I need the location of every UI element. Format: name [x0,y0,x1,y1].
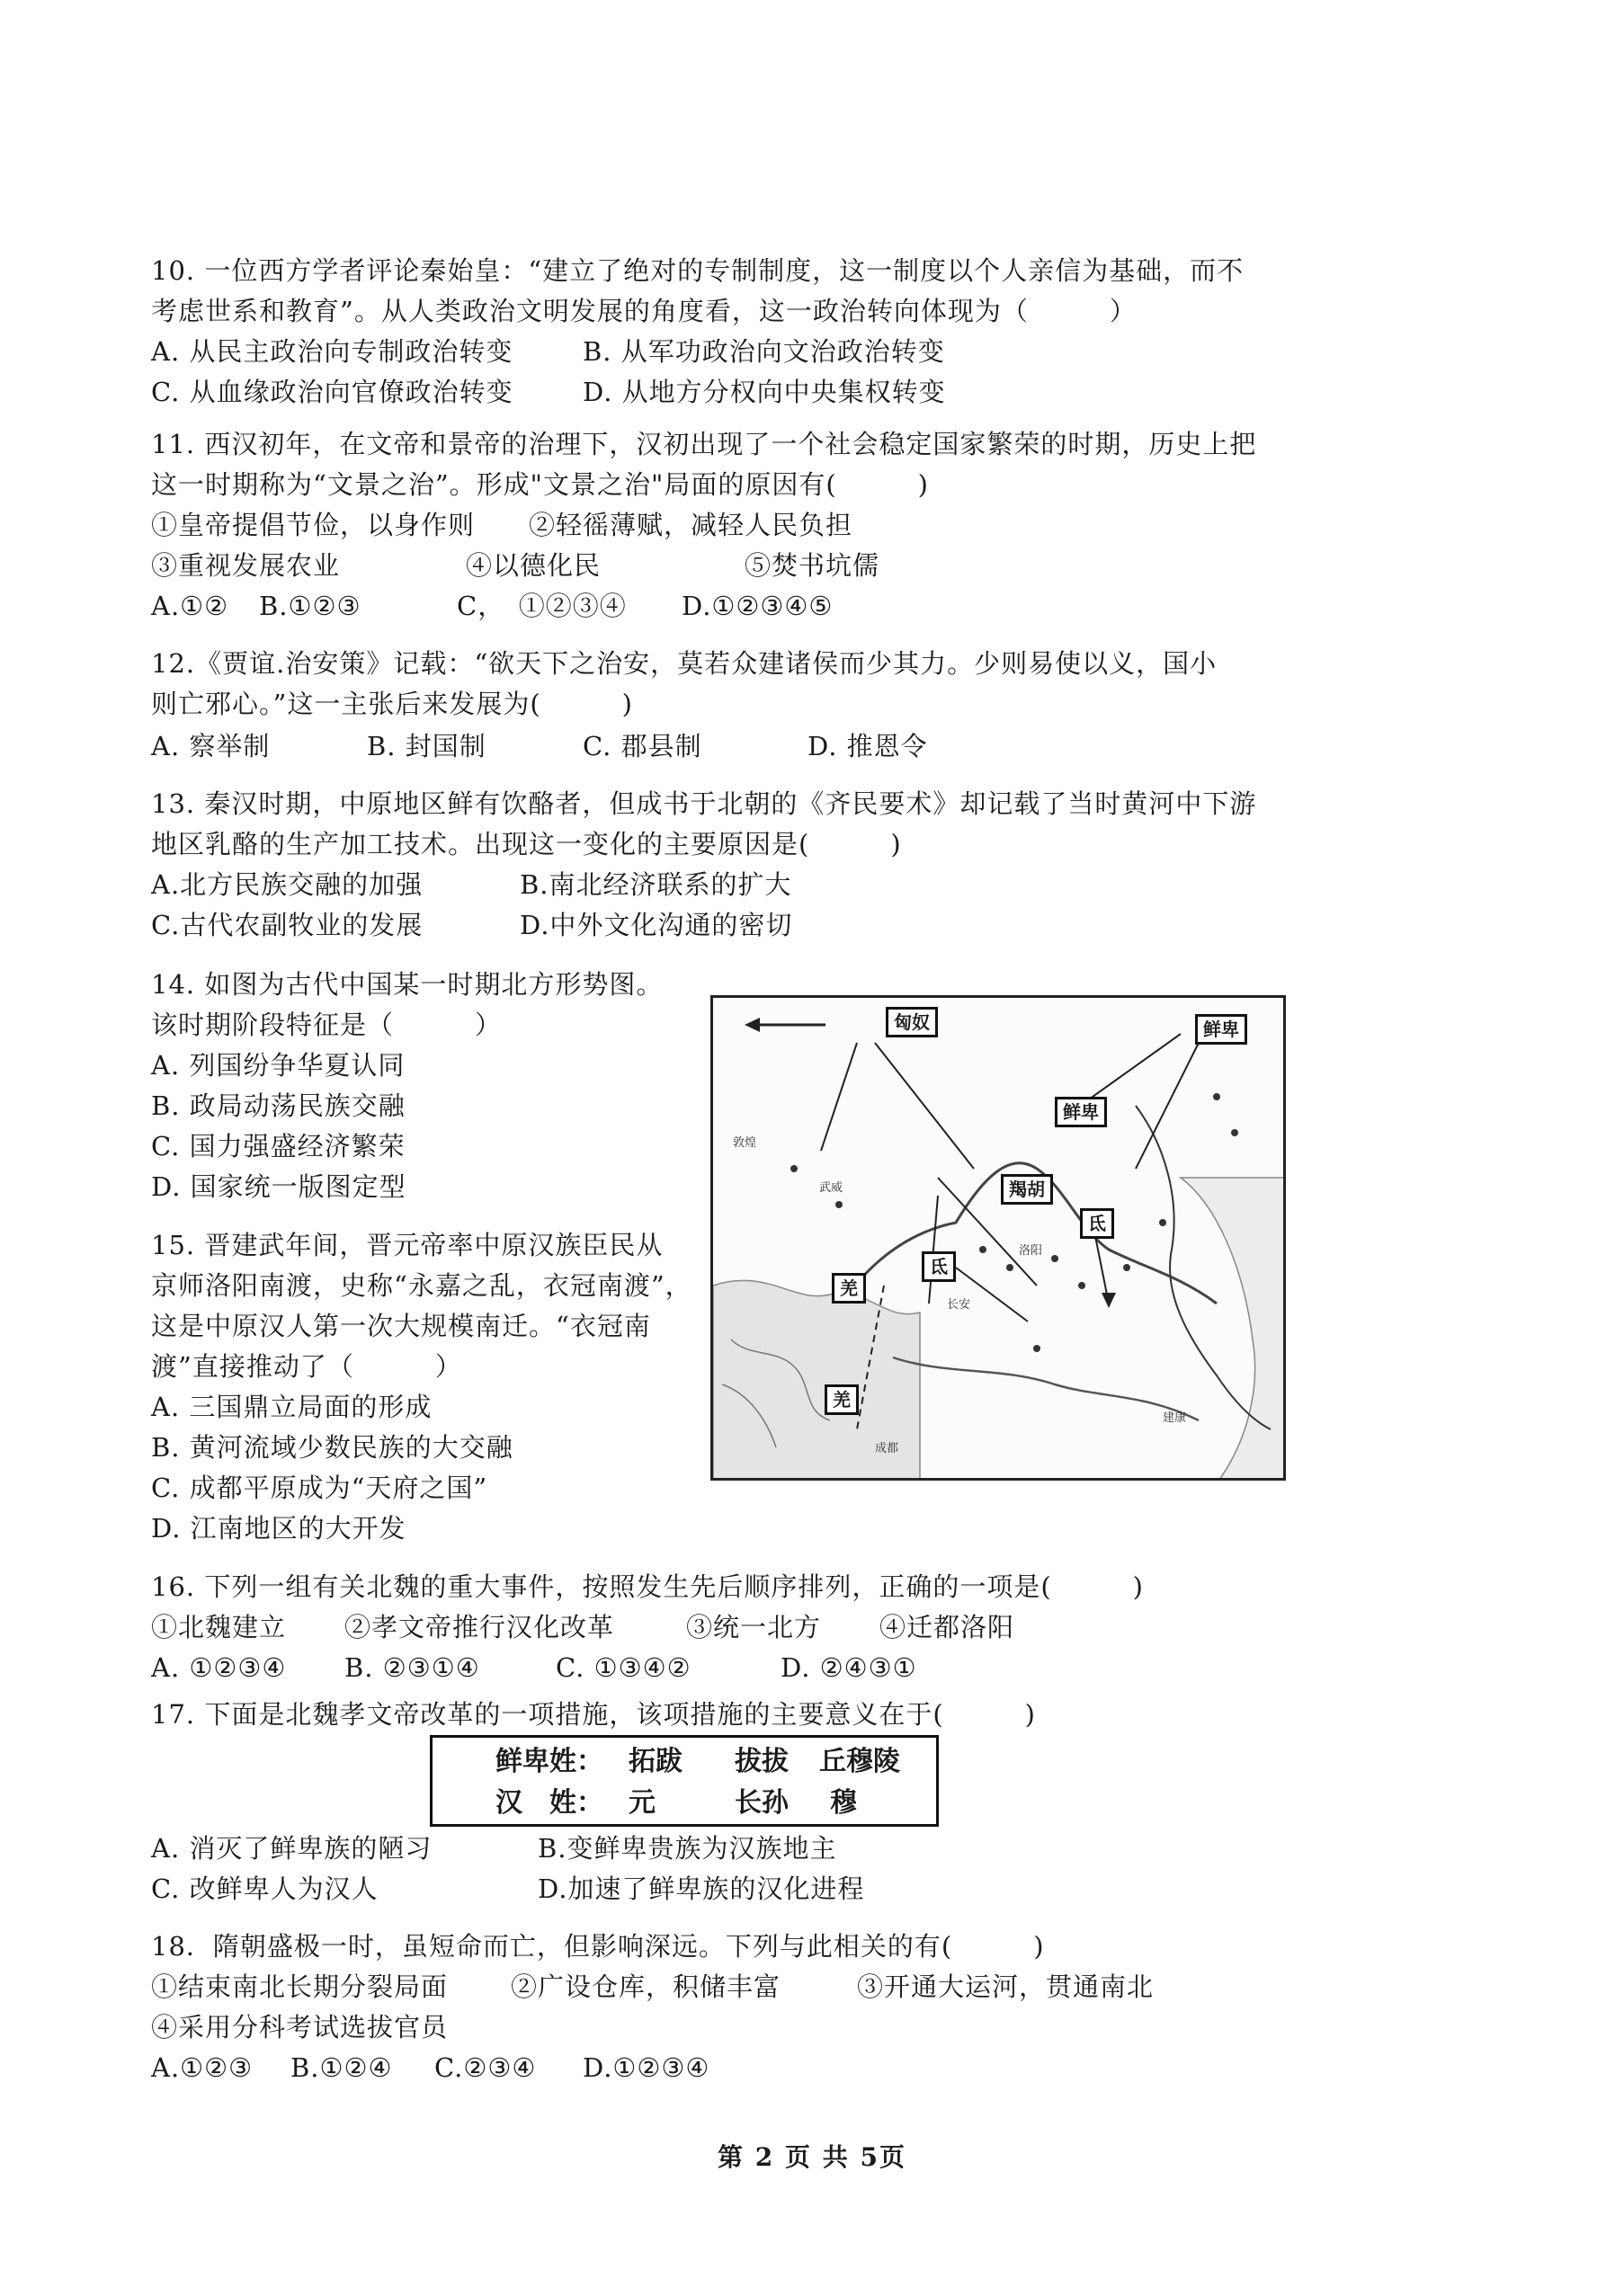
q17-option-a[interactable]: A. 消灭了鲜卑族的陋习 [151,1833,433,1864]
q13-option-d[interactable]: D.中外文化沟通的密切 [520,910,793,940]
surname-row-label: 鲜卑姓： [495,1746,603,1777]
map-label-qiang: 羌 [832,1273,866,1304]
map-place: 长安 [947,1298,971,1312]
q17-option-d[interactable]: D.加速了鲜卑族的汉化进程 [538,1873,865,1904]
q18-item: ①结束南北长期分裂局面 [151,1971,449,2002]
surname-cell: 元 [629,1787,656,1819]
q11-item: ④以德化民 [466,550,602,581]
q18-item: ③开通大运河，贯通南北 [857,1971,1155,2002]
map-place: 武威 [819,1181,843,1195]
surname-cell: 长孙 [735,1787,789,1819]
map-label-xianbei: 鲜卑 [1055,1097,1107,1127]
q15-option-c[interactable]: C. 成都平原成为“天府之国” [151,1473,488,1503]
q16-option-a[interactable]: A. ①②③④ [151,1652,287,1683]
q10-stem-line2: 考虑世系和教育”。从人类政治文明发展的角度看，这一政治转向体现为（ ） [151,296,1137,326]
q18-item-4: ④采用分科考试选拔官员 [151,2012,449,2042]
q16-item: ④迁都洛阳 [879,1612,1015,1642]
q11-item: ①皇帝提倡节俭，以身作则 [151,510,476,540]
q15-stem-line1: 15. 晋建武年间，晋元帝率中原汉族臣民从 [151,1230,664,1260]
q16-item: ②孝文帝推行汉化改革 [344,1612,615,1642]
q18-option-a[interactable]: A.①②③ [151,2052,254,2083]
q12-stem-line1: 12.《贾谊.治安策》记载：“欲天下之治安，莫若众建诸侯而少其力。少则易使以义，国小 [151,648,1218,679]
q11-stem-line1: 11. 西汉初年，在文帝和景帝的治理下，汉初出现了一个社会稳定国家繁荣的时期，历史上把 [151,429,1257,459]
surname-cell: 丘穆陵 [819,1746,900,1777]
q10-option-d[interactable]: D. 从地方分权向中央集权转变 [583,377,946,407]
q11-option-d[interactable]: D.①②③④⑤ [682,591,834,621]
map-place: 洛阳 [1019,1244,1043,1258]
q12-option-a[interactable]: A. 察举制 [151,731,271,761]
q15-stem-line2: 京师洛阳南渡，史称“永嘉之乱，衣冠南渡”， [151,1270,692,1301]
q12-option-c[interactable]: C. 郡县制 [583,731,702,761]
q16-option-d[interactable]: D. ②④③① [781,1652,917,1683]
q11-item: ③重视发展农业 [151,550,341,581]
surname-table [430,1735,939,1827]
q15-option-b[interactable]: B. 黄河流域少数民族的大交融 [151,1432,513,1463]
page-footer: 第 2 页 共 5页 [718,2142,906,2172]
q13-option-a[interactable]: A.北方民族交融的加强 [151,869,424,900]
q14-stem-line2: 该时期阶段特征是（ ） [151,1010,503,1040]
q11-item: ⑤焚书坑儒 [745,550,880,581]
q14-stem-line1: 14. 如图为古代中国某一时期北方形势图。 [151,969,664,1000]
q16-option-c[interactable]: C. ①③④② [556,1652,692,1683]
q15-option-d[interactable]: D. 江南地区的大开发 [151,1513,406,1544]
q14-option-c[interactable]: C. 国力强盛经济繁荣 [151,1131,406,1161]
q14-option-d[interactable]: D. 国家统一版图定型 [151,1171,406,1202]
q15-stem-line4: 渡”直接推动了（ ） [151,1351,462,1382]
map-label-qiang-south: 羌 [825,1384,859,1415]
surname-row-label: 汉 姓： [495,1787,603,1819]
map-label-jiehu: 羯胡 [1001,1174,1053,1205]
q18-stem: 18．隋朝盛极一时，虽短命而亡，但影响深远。下列与此相关的有( ) [151,1931,1045,1962]
q18-option-c[interactable]: C.②③④ [434,2052,537,2083]
q11-item: ②轻徭薄赋，减轻人民负担 [529,510,853,540]
map-place: 敦煌 [733,1136,757,1150]
q14-option-a[interactable]: A. 列国纷争华夏认同 [151,1050,406,1081]
q10-stem-line1: 10. 一位西方学者评论秦始皇：“建立了绝对的专制制度，这一制度以个人亲信为基础，而不 [151,255,1245,286]
q16-item: ③统一北方 [686,1612,822,1642]
map-label-xiongnu: 匈奴 [886,1007,938,1037]
northern-situation-map [710,995,1286,1481]
q12-option-d[interactable]: D. 推恩令 [808,731,928,761]
q12-option-b[interactable]: B. 封国制 [367,731,486,761]
q17-stem: 17. 下面是北魏孝文帝改革的一项措施，该项措施的主要意义在于( ) [151,1699,1036,1730]
map-label-xianbei-east: 鲜卑 [1195,1014,1247,1045]
q12-stem-line2: 则亡邪心。”这一主张后来发展为( ) [151,689,633,719]
q13-stem-line2: 地区乳酪的生产加工技术。出现这一变化的主要原因是( ) [151,829,902,859]
map-place: 成都 [875,1442,899,1455]
q18-item: ②广设仓库，积储丰富 [511,1971,781,2002]
q11-stem-line2: 这一时期称为“文景之治”。形成"文景之治"局面的原因有( ) [151,469,929,500]
q13-option-b[interactable]: B.南北经济联系的扩大 [520,869,792,900]
q11-option-b[interactable]: B.①②③ [259,591,361,621]
surname-cell: 穆 [830,1787,857,1819]
q17-option-b[interactable]: B.变鲜卑贵族为汉族地主 [538,1833,837,1864]
q18-option-d[interactable]: D.①②③④ [583,2052,710,2083]
q13-option-c[interactable]: C.古代农副牧业的发展 [151,910,424,940]
surname-row-han [433,1783,936,1824]
map-place: 建康 [1163,1411,1187,1425]
map-label-di-east: 氐 [1080,1208,1114,1239]
q13-stem-line1: 13. 秦汉时期，中原地区鲜有饮酪者，但成书于北朝的《齐民要术》却记载了当时黄河中下游 [151,788,1257,819]
q11-option-a[interactable]: A.①② [151,591,229,621]
q11-option-c[interactable]: C， ①②③④ [457,591,627,621]
q16-item: ①北魏建立 [151,1612,287,1642]
q17-option-c[interactable]: C. 改鲜卑人为汉人 [151,1873,379,1904]
q10-option-a[interactable]: A. 从民主政治向专制政治转变 [151,336,513,367]
q18-option-b[interactable]: B.①②④ [290,2052,393,2083]
q10-option-c[interactable]: C. 从血缘政治向官僚政治转变 [151,377,513,407]
surname-row-xianbei [433,1741,936,1783]
map-label-di: 氐 [922,1251,956,1282]
q14-option-b[interactable]: B. 政局动荡民族交融 [151,1090,406,1121]
q15-option-a[interactable]: A. 三国鼎立局面的形成 [151,1392,433,1422]
q10-option-b[interactable]: B. 从军功政治向文治政治转变 [583,336,945,367]
q16-stem: 16. 下列一组有关北魏的重大事件，按照发生先后顺序排列，正确的一项是( ) [151,1571,1144,1602]
map-drawing [713,998,1286,1481]
surname-cell: 拓跋 [629,1746,683,1777]
surname-cell: 拔拔 [735,1746,789,1777]
q16-option-b[interactable]: B. ②③①④ [344,1652,480,1683]
q15-stem-line3: 这是中原汉人第一次大规模南迁。“衣冠南 [151,1311,651,1341]
